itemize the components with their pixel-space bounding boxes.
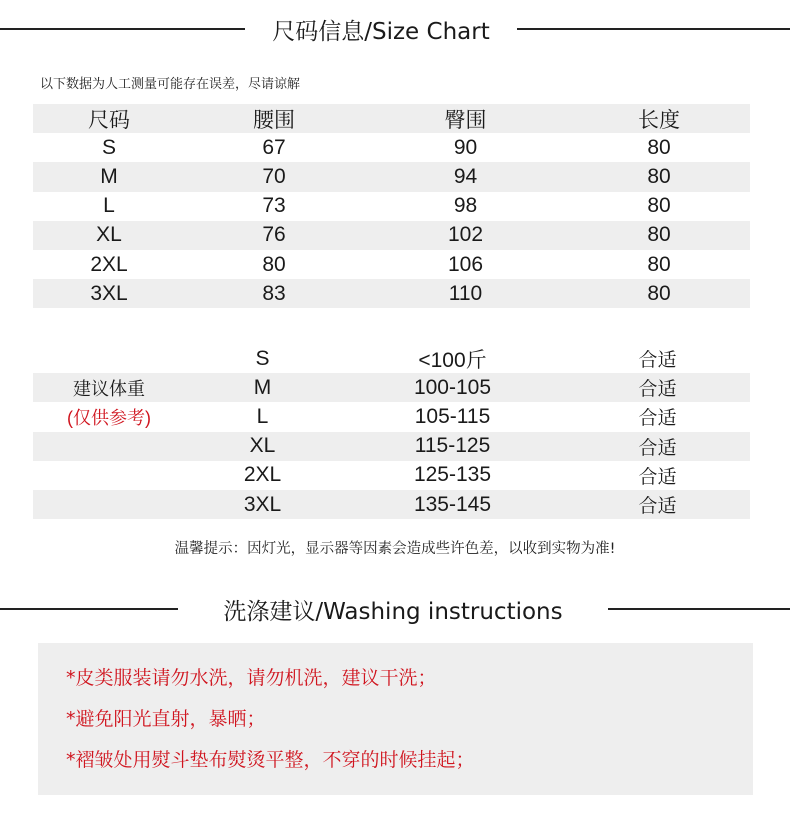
- hip-cell: 110: [448, 281, 483, 305]
- table-row: [33, 279, 750, 308]
- fit-cell: 合适: [638, 496, 677, 518]
- weight-reference-note: (仅供参考): [67, 407, 151, 428]
- color-difference-tip: 温馨提示：因灯光，显示器等因素会造成些许色差，以收到实物为准!: [174, 541, 616, 557]
- washing-instructions-box: [38, 643, 753, 795]
- length-cell: 80: [647, 194, 671, 218]
- size-cell: 3XL: [243, 492, 282, 516]
- table-row: [33, 373, 750, 402]
- heading-rule-right: [517, 28, 790, 30]
- waist-cell: 80: [262, 252, 286, 276]
- size-cell: M: [100, 164, 118, 188]
- table-row: [33, 221, 750, 250]
- weight-table: [33, 344, 750, 519]
- measurement-note: 以下数据为人工测量可能存在误差，尽请谅解: [40, 77, 301, 92]
- weight-cell: 115-125: [414, 434, 491, 458]
- table-row: [33, 162, 750, 191]
- weight-cell: 105-115: [414, 404, 491, 428]
- header-size: 尺码: [88, 108, 130, 132]
- hip-cell: 90: [453, 135, 478, 159]
- size-cell: 3XL: [90, 281, 128, 305]
- table-row: [33, 490, 750, 519]
- length-cell: 80: [647, 135, 671, 159]
- weight-cell: <100斤: [418, 348, 487, 372]
- heading-rule-right: [608, 608, 790, 610]
- header-length: 长度: [638, 108, 680, 132]
- waist-cell: 67: [262, 135, 286, 159]
- size-table-header: [33, 104, 750, 133]
- size-chart-heading: [0, 12, 790, 46]
- wash-item: *皮类服装请勿水洗，请勿机洗，建议干洗；: [66, 667, 437, 689]
- length-cell: 80: [647, 223, 671, 247]
- size-cell: S: [101, 135, 116, 159]
- size-cell: XL: [249, 434, 276, 458]
- size-cell: XL: [96, 223, 122, 247]
- length-cell: 80: [647, 281, 671, 305]
- table-row: [33, 402, 750, 431]
- size-cell: L: [103, 194, 115, 218]
- size-cell: 2XL: [243, 463, 282, 487]
- hip-cell: 106: [447, 252, 484, 276]
- table-row: [33, 133, 750, 162]
- weight-label: 建议体重: [73, 378, 145, 399]
- size-chart-title: 尺码信息/Size Chart: [272, 18, 490, 45]
- fit-cell: 合适: [638, 408, 677, 430]
- heading-rule-left: [0, 608, 178, 610]
- weight-cell: 125-135: [413, 463, 492, 487]
- size-cell: L: [256, 404, 269, 428]
- size-table: [33, 104, 750, 308]
- fit-cell: 合适: [638, 379, 677, 401]
- waist-cell: 70: [262, 164, 286, 188]
- hip-cell: 98: [453, 194, 478, 218]
- hip-cell: 102: [447, 223, 484, 247]
- waist-cell: 83: [262, 281, 286, 305]
- size-cell: 2XL: [90, 252, 128, 276]
- table-row: [33, 192, 750, 221]
- hip-cell: 94: [453, 164, 478, 188]
- washing-heading: [0, 592, 790, 626]
- size-cell: M: [253, 375, 272, 399]
- weight-cell: 135-145: [413, 492, 492, 516]
- heading-rule-left: [0, 28, 245, 30]
- table-row: [33, 461, 750, 490]
- length-cell: 80: [647, 164, 671, 188]
- wash-item: *避免阳光直射，暴晒；: [66, 708, 266, 730]
- waist-cell: 76: [262, 223, 286, 247]
- table-row: [33, 432, 750, 461]
- table-row: [33, 344, 750, 373]
- size-cell: S: [255, 346, 270, 370]
- washing-title: 洗涤建议/Washing instructions: [223, 598, 563, 625]
- length-cell: 80: [647, 252, 671, 276]
- waist-cell: 73: [262, 194, 286, 218]
- fit-cell: 合适: [638, 466, 677, 488]
- header-hip: 臀围: [444, 108, 487, 132]
- table-row: [33, 250, 750, 279]
- fit-cell: 合适: [638, 437, 677, 459]
- wash-item: *褶皱处用熨斗垫布熨烫平整，不穿的时候挂起；: [66, 749, 475, 771]
- header-waist: 腰围: [253, 108, 295, 132]
- fit-cell: 合适: [638, 350, 677, 372]
- weight-cell: 100-105: [413, 375, 492, 399]
